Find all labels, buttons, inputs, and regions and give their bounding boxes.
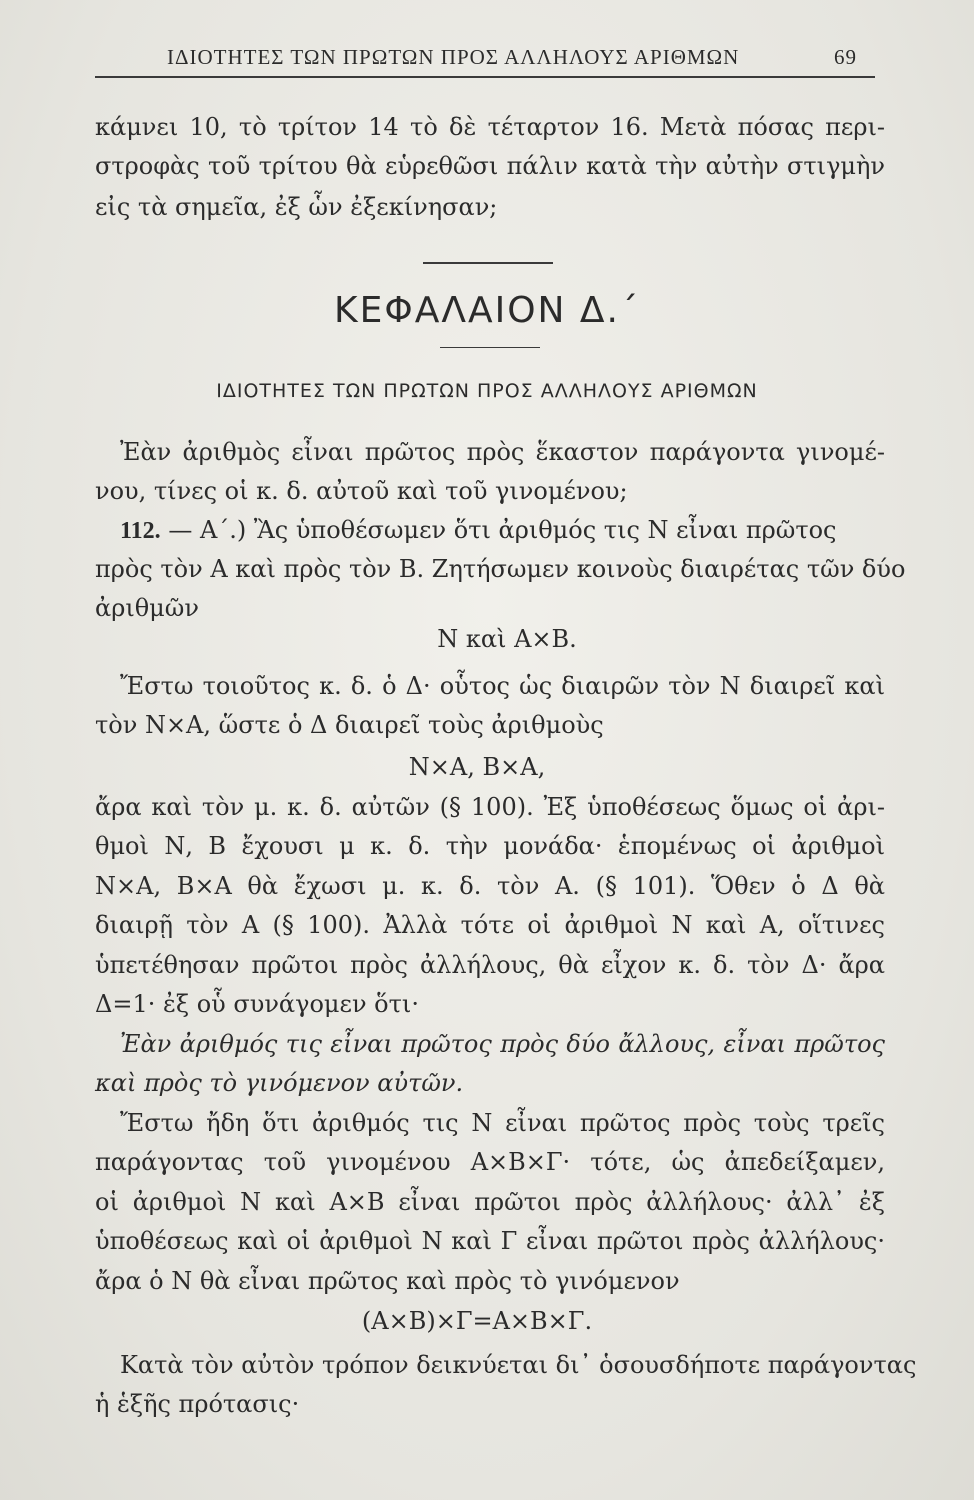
running-head bbox=[95, 40, 875, 78]
formula-products: Ν×Α, Β×Α, bbox=[408, 753, 546, 781]
body-line: ὑποθέσεως καὶ οἱ ἀριθμοὶ Ν καὶ Γ εἶναι πρῶτοι πρὸς ἀλλήλους· bbox=[95, 1227, 885, 1255]
intro-line: εἰς τὰ σημεῖα, ἐξ ὧν ἐξεκίνησαν; bbox=[95, 193, 498, 221]
page-number: 69 bbox=[834, 45, 857, 69]
section-line: ἀριθμῶν bbox=[95, 594, 199, 622]
body-line: τὸν Ν×Α, ὥστε ὁ Δ διαιρεῖ τοὺς ἀριθμοὺς bbox=[95, 711, 604, 739]
section-line-text: Ἂς ὑποθέσωμεν ὅτι ἀριθμός τις Ν εἶναι πρῶτος bbox=[253, 516, 837, 544]
formula-associativity: (Α×Β)×Γ=Α×Β×Γ. bbox=[361, 1307, 593, 1335]
intro-line: κάμνει 10, τὸ τρίτον 14 τὸ δὲ τέταρτον 16. Μετὰ πόσας περι- bbox=[95, 113, 885, 141]
body-line: οἱ ἀριθμοὶ Ν καὶ Α×Β εἶναι πρῶτοι πρὸς ἀλλήλους· ἀλλ᾿ ἐξ bbox=[95, 1188, 885, 1216]
body-line: Ἔστω ἤδη ὅτι ἀριθμός τις Ν εἶναι πρῶτος πρὸς τοὺς τρεῖς bbox=[120, 1109, 885, 1137]
section-number: 112. bbox=[120, 518, 161, 544]
question-line: Ἐὰν ἀριθμὸς εἶναι πρῶτος πρὸς ἕκαστον παράγοντα γινομέ- bbox=[120, 438, 885, 466]
running-head-title: ΙΔΙΟΤΗΤΕΣ ΤΩΝ ΠΡΩΤΩΝ ΠΡΟΣ ΑΛΛΗΛΟΥΣ ΑΡΙΘΜΩΝ bbox=[167, 45, 740, 69]
body-line: παράγοντας τοῦ γινομένου Α×Β×Γ· τότε, ὡς ἀπεδείξαμεν, bbox=[95, 1148, 885, 1176]
section-heading: ΙΔΙΟΤΗΤΕΣ ΤΩΝ ΠΡΩΤΩΝ ΠΡΟΣ ΑΛΛΗΛΟΥΣ ΑΡΙΘΜΩΝ bbox=[216, 380, 758, 402]
body-line: θμοὶ Ν, Β ἔχουσι μ κ. δ. τὴν μονάδα· ἑπομένως οἱ ἀριθμοὶ bbox=[95, 832, 885, 860]
closing-line: ἡ ἑξῆς πρότασις· bbox=[95, 1390, 300, 1418]
section-first-line bbox=[120, 515, 885, 546]
section-line: πρὸς τὸν Α καὶ πρὸς τὸν Β. Ζητήσωμεν κοινοὺς διαιρέτας τῶν δύο bbox=[95, 555, 906, 583]
section-dash-label: — Α΄.) bbox=[168, 516, 247, 544]
body-line: διαιρῇ τὸν Α (§ 100). Ἀλλὰ τότε οἱ ἀριθμοὶ Ν καὶ Α, οἵτινες bbox=[95, 911, 885, 939]
body-line: ἄρα ὁ Ν θὰ εἶναι πρῶτος καὶ πρὸς τὸ γινόμενον bbox=[95, 1267, 680, 1295]
closing-line: Κατὰ τὸν αὐτὸν τρόπον δεικνύεται δι᾿ ὁσουσδήποτε παράγοντας bbox=[120, 1351, 917, 1379]
theorem-line: Ἐὰν ἀριθμός τις εἶναι πρῶτος πρὸς δύο ἄλλους, εἶναι πρῶτος bbox=[120, 1030, 885, 1058]
body-line: Ἔστω τοιοῦτος κ. δ. ὁ Δ· οὗτος ὡς διαιρῶν τὸν Ν διαιρεῖ καὶ bbox=[120, 672, 885, 700]
intro-line: στροφὰς τοῦ τρίτου θὰ εὑρεθῶσι πάλιν κατὰ τὴν αὐτὴν στιγμὴν bbox=[95, 152, 885, 180]
question-line: νου, τίνες οἱ κ. δ. αὐτοῦ καὶ τοῦ γινομένου; bbox=[95, 477, 628, 505]
formula-n-and-axb: Ν καὶ Α×Β. bbox=[437, 625, 577, 653]
body-line: Δ=1· ἐξ οὗ συνάγομεν ὅτι· bbox=[95, 990, 419, 1018]
body-line: Ν×Α, Β×Α θὰ ἔχωσι μ. κ. δ. τὸν Α. (§ 101). Ὅθεν ὁ Δ θὰ bbox=[95, 872, 885, 900]
chapter-top-rule bbox=[423, 262, 553, 264]
chapter-bottom-rule bbox=[440, 347, 540, 348]
theorem-line: καὶ πρὸς τὸ γινόμενον αὐτῶν. bbox=[95, 1069, 464, 1097]
body-line: ὑπετέθησαν πρῶτοι πρὸς ἀλλήλους, θὰ εἶχον κ. δ. τὸν Δ· ἄρα bbox=[95, 951, 885, 979]
body-line: ἄρα καὶ τὸν μ. κ. δ. αὐτῶν (§ 100). Ἐξ ὑποθέσεως ὅμως οἱ ἀρι- bbox=[95, 793, 885, 821]
chapter-title: ΚΕΦΑΛΑΙΟΝ Δ.΄ bbox=[334, 290, 640, 331]
